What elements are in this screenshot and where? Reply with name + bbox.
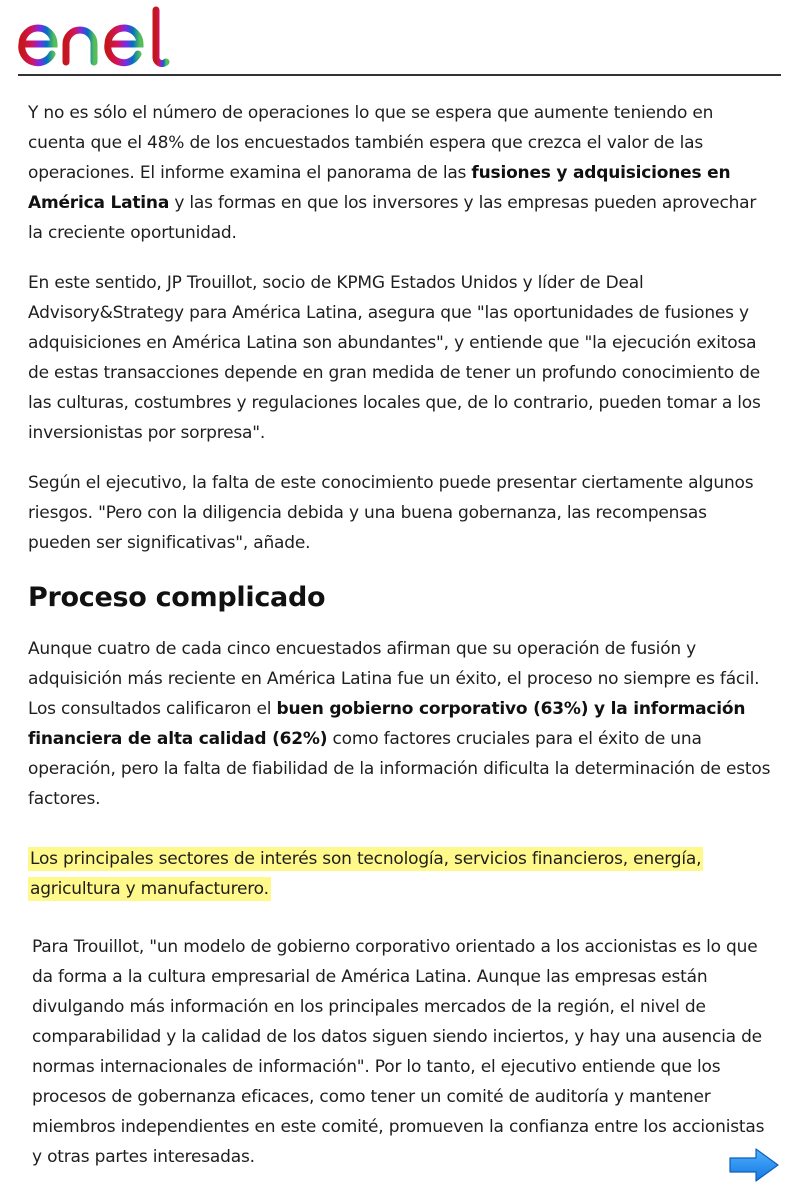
paragraph-trouillot-quote: En este sentido, JP Trouillot, socio de KPMG Estados Unidos y líder de Deal Advisory&Strategy para América Latina, asegura que "las oportunidades de fusiones y adquisiciones en América Latina son abundantes", y entiende que "la ejecución exitosa de estas transacciones depende en gran medida de tener un profundo conocimiento de las culturas, costumbres y regulaciones locales que, de lo contrario, pueden tomar a los inversionistas por sorpresa".	[28, 273, 761, 443]
paragraph-process-bold: buen gobierno corporativo (63%) y la información financiera de alta calidad (62%)	[28, 699, 746, 749]
paragraph-governance: Para Trouillot, "un modelo de gobierno corporativo orientado a los accionistas es lo que da forma a la cultura empresarial de América Latina. Aunque las empresas están divulgando más información en los principales mercados de la región, el nivel de comparabilidad y la calidad de los datos siguen siendo inciertos, y hay una ausencia de normas internacionales de información". Por lo tanto, el ejecutivo entiende que los procesos de gobernanza eficaces, como tener un comité de auditoría y mantener miembros independientes en este comité, promueven la confianza entre los accionistas y otras partes interesadas.	[32, 937, 765, 1167]
highlighted-text: Los principales sectores de interés son tecnología, servicios financieros, energía, agricultura y manufacturero.	[30, 849, 702, 899]
paragraph-intro-text-end: y las formas en que los inversores y las empresas pueden aprovechar la creciente oportunidad.	[28, 193, 757, 243]
highlighted-callout	[28, 844, 773, 904]
paragraph-intro	[28, 98, 773, 248]
arrow-right-icon[interactable]	[728, 1146, 780, 1184]
paragraph-process	[28, 634, 773, 814]
paragraph-intro-bold: fusiones y adquisiciones en América Latina	[28, 163, 731, 213]
paragraph-intro-text: Y no es sólo el número de operaciones lo que se espera que aumente teniendo en cuenta que el 48% de los encuestados también espera que crezca el valor de las operaciones. El informe examina el panorama de las	[28, 103, 714, 183]
section-heading: Proceso complicado	[28, 582, 326, 613]
article-body	[28, 98, 773, 1192]
paragraph-process-text: Aunque cuatro de cada cinco encuestados afirman que su operación de fusión y adquisición más reciente en América Latina fue un éxito, el proceso no siempre es fácil. Los consultados calificaron el	[28, 639, 760, 719]
paragraph-process-text-end: como factores cruciales para el éxito de una operación, pero la falta de fiabilidad de la información dificulta la determinación de estos factores.	[28, 729, 771, 809]
enel-logo[interactable]	[18, 4, 188, 68]
page-header	[18, 0, 781, 76]
paragraph-risks: Según el ejecutivo, la falta de este conocimiento puede presentar ciertamente algunos riesgos. "Pero con la diligencia debida y una buena gobernanza, las recompensas pueden ser significativas", añade.	[28, 473, 754, 553]
